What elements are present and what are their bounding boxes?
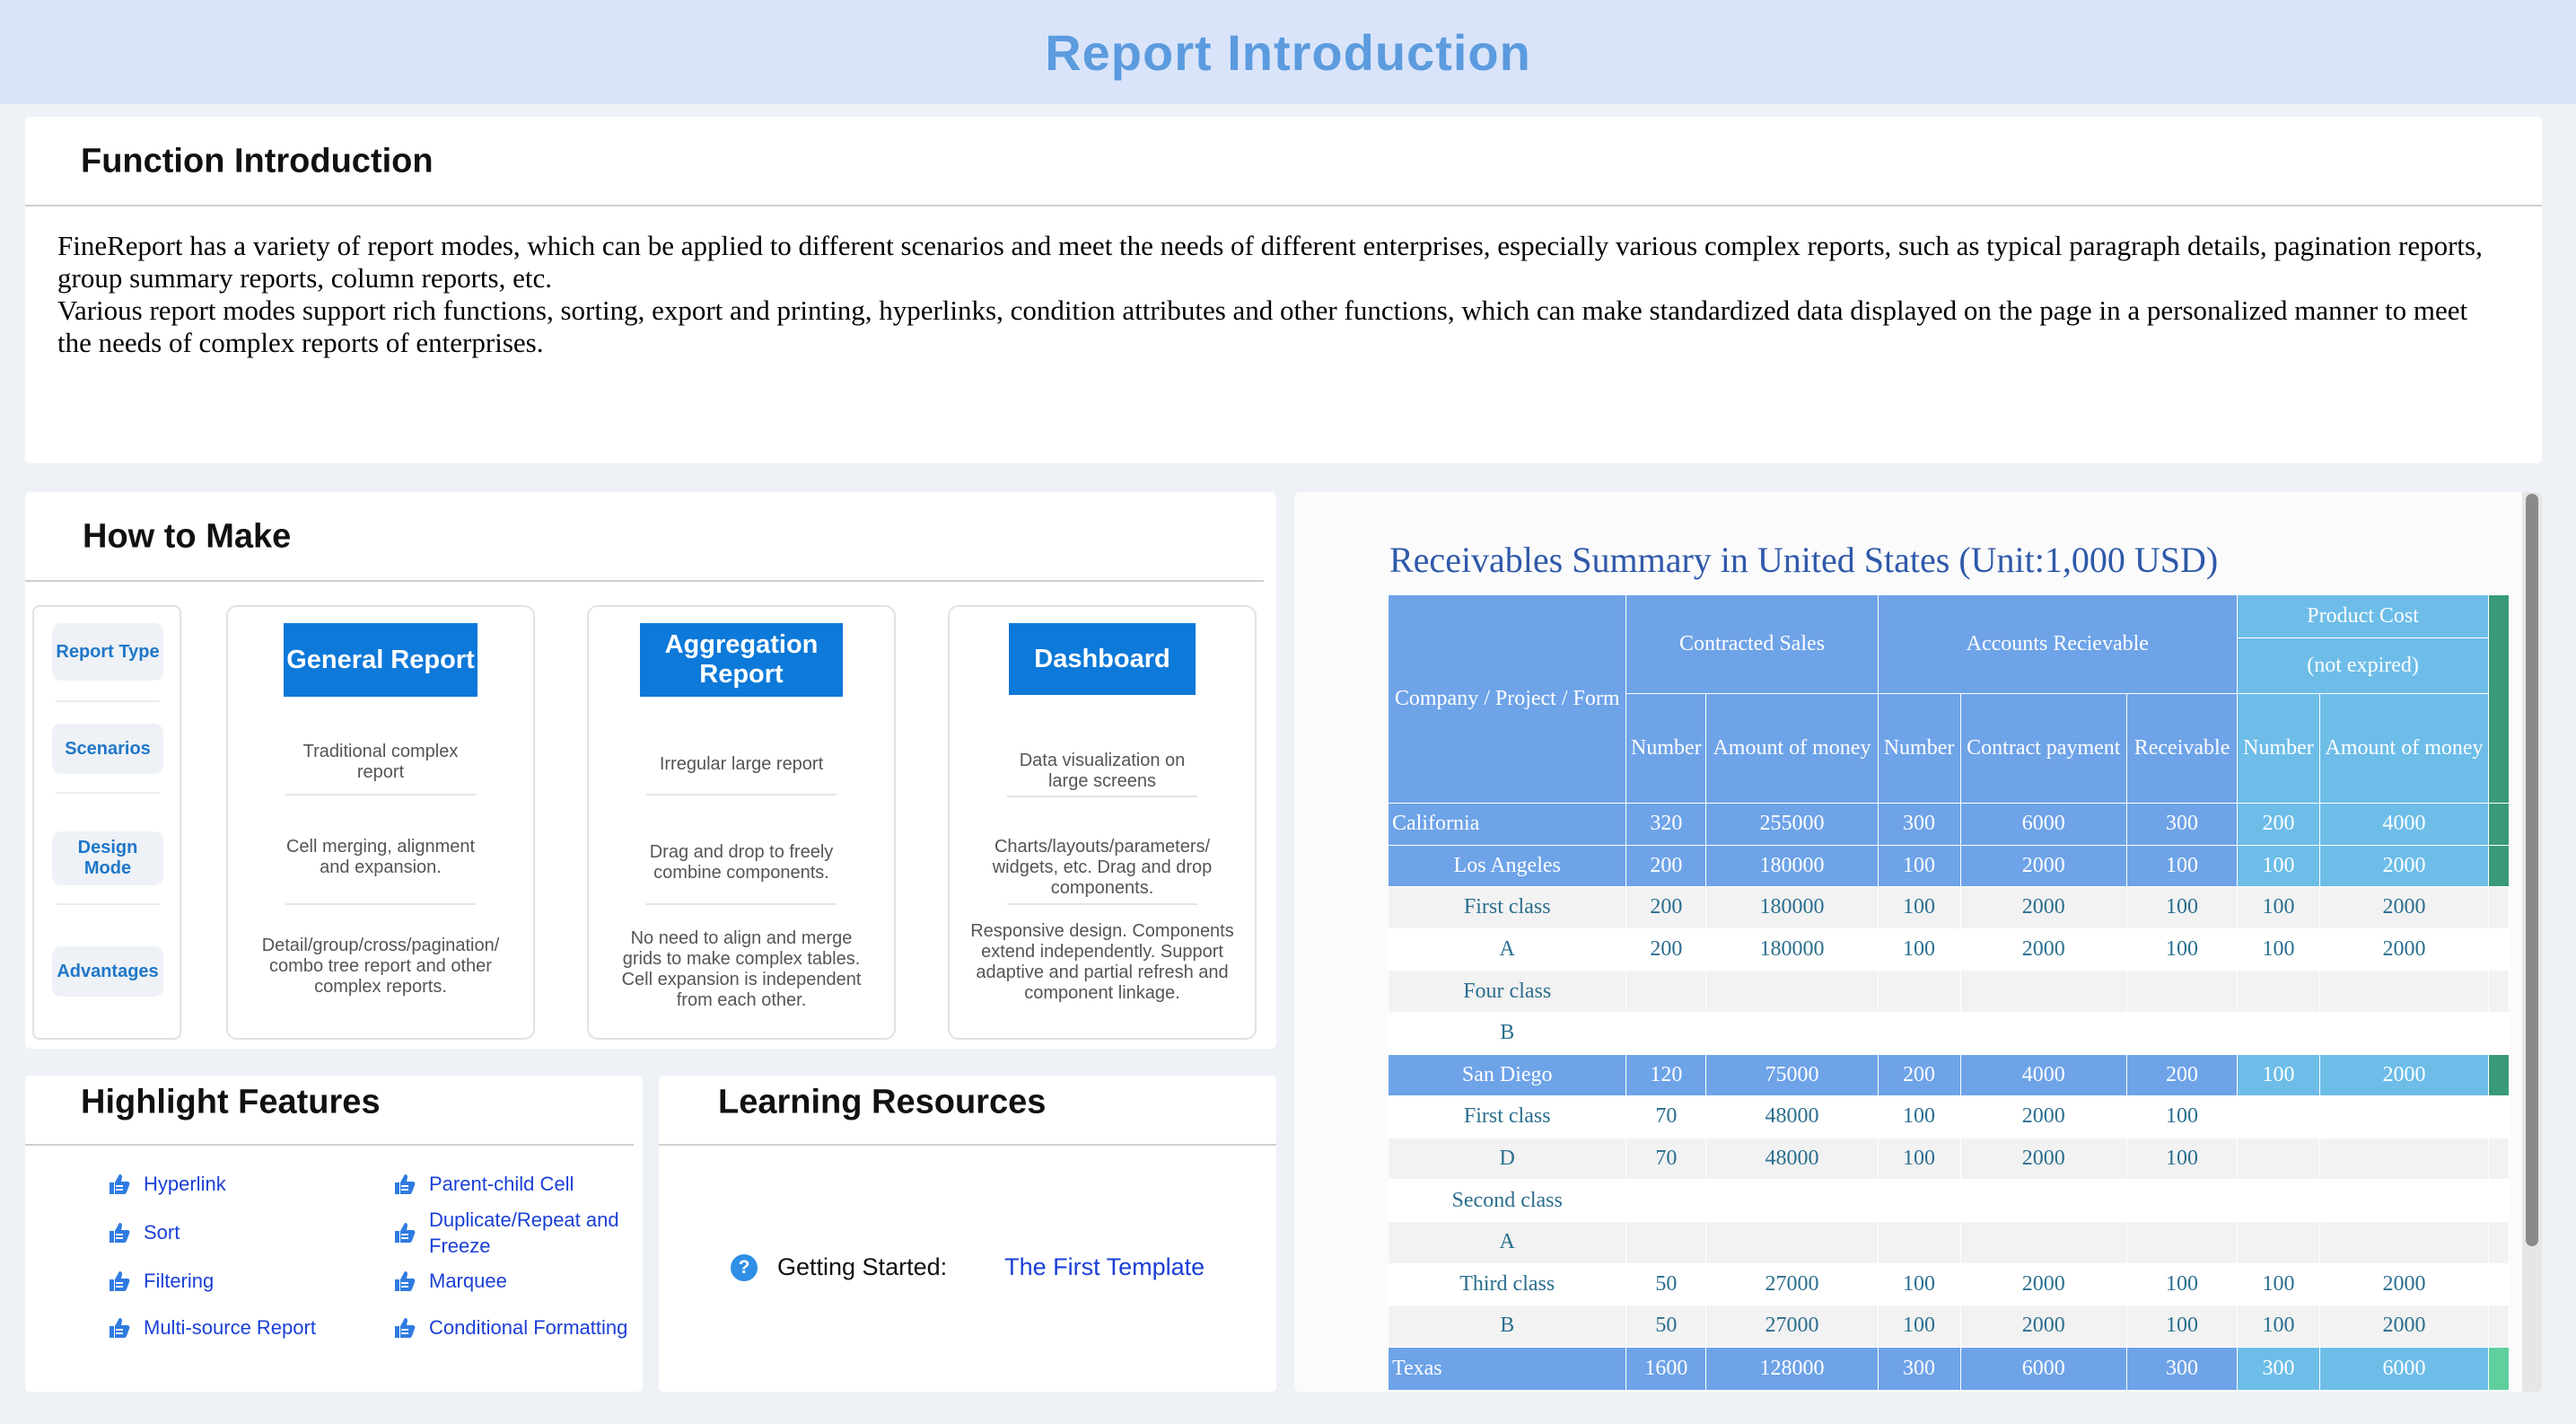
table-cell — [1706, 1180, 1878, 1222]
header-not-expired: (not expired) — [2238, 638, 2489, 694]
table-row — [1389, 1221, 2510, 1263]
header-amount: Amount of money — [1706, 694, 1878, 804]
table-row — [1389, 1180, 2510, 1222]
table-cell: 320 — [1626, 804, 1706, 846]
table-cell: 300 — [1878, 1347, 1960, 1390]
table-cell: 2000 — [2319, 1263, 2488, 1305]
table-cell — [2319, 1221, 2488, 1263]
divider — [56, 792, 160, 794]
table-cell: 100 — [1878, 845, 1960, 887]
table-cell — [2319, 1180, 2488, 1222]
receivables-table — [1388, 594, 2510, 1391]
header-company: Company / Project / Form — [1389, 595, 1626, 804]
row-label: B — [1389, 1012, 1626, 1054]
table-cell: 2000 — [2319, 887, 2488, 929]
header-contract-payment: Contract payment — [1960, 694, 2127, 804]
table-cell-cut — [2489, 887, 2510, 929]
function-introduction-title: Function Introduction — [81, 142, 434, 180]
table-cell: 100 — [2238, 1263, 2320, 1305]
table-cell: 200 — [2238, 804, 2320, 846]
divider — [285, 903, 476, 905]
thumbs-up-icon — [393, 1270, 416, 1293]
panel-title-bar — [25, 492, 1264, 582]
table-cell: 2000 — [1960, 887, 2127, 929]
table-cell: 300 — [2238, 1347, 2320, 1390]
feature-hyperlink-link[interactable] — [108, 1171, 226, 1197]
table-cell-cut — [2489, 1347, 2510, 1390]
feature-parent-child-cell-link[interactable] — [393, 1171, 574, 1197]
table-cell: 255000 — [1706, 804, 1878, 846]
table-cell: 4000 — [2319, 804, 2488, 846]
table-cell: 180000 — [1706, 845, 1878, 887]
table-cell-cut — [2489, 1221, 2510, 1263]
table-cell: 100 — [2127, 1305, 2238, 1348]
table-cell: 100 — [2238, 928, 2320, 971]
dashboard-button[interactable]: Dashboard — [1009, 623, 1196, 695]
table-cell: 100 — [1878, 887, 1960, 929]
header-receivable: Receivable — [2127, 694, 2238, 804]
row-label-scenarios: Scenarios — [52, 724, 163, 774]
feature-duplicate-repeat-freeze-link[interactable] — [393, 1207, 635, 1259]
table-cell — [1706, 971, 1878, 1013]
feature-multi-source-report-link[interactable] — [108, 1314, 316, 1340]
question-icon: ? — [731, 1254, 758, 1281]
feature-label: Multi-source Report — [144, 1316, 316, 1339]
table-cell: 200 — [2127, 1054, 2238, 1096]
divider — [56, 700, 160, 702]
table-cell: 2000 — [1960, 1138, 2127, 1180]
table-cell: 2000 — [2319, 845, 2488, 887]
feature-label: Hyperlink — [144, 1173, 226, 1195]
row-label: San Diego — [1389, 1054, 1626, 1096]
table-row — [1389, 1012, 2510, 1054]
intro-paragraph-1: FineReport has a variety of report modes, which can be applied to different scenarios and meet the needs of different enterprises, especially various complex reports, such as typical paragraph details, pagination reports, group summary reports, column reports, etc. — [57, 230, 2483, 294]
row-label-report-type: Report Type — [52, 623, 163, 681]
table-cell: 2000 — [2319, 928, 2488, 971]
table-cell: 100 — [2238, 1305, 2320, 1348]
card-scenario: Traditional complex report — [302, 742, 459, 782]
feature-label: Parent-child Cell — [429, 1173, 574, 1195]
table-cell — [1878, 1012, 1960, 1054]
row-label: D — [1389, 1138, 1626, 1180]
table-cell: 100 — [2127, 887, 2238, 929]
table-cell: 75000 — [1706, 1054, 1878, 1096]
table-cell-cut — [2489, 1305, 2510, 1348]
table-cell-cut — [2489, 1054, 2510, 1096]
table-cell-cut — [2489, 928, 2510, 971]
table-cell: 1600 — [1626, 1347, 1706, 1390]
card-advantages: Detail/group/cross/pagination/ combo tree report and other complex reports. — [261, 936, 500, 997]
feature-label: Marquee — [429, 1270, 507, 1292]
thumbs-up-icon — [393, 1221, 416, 1244]
divider — [646, 903, 837, 905]
feature-label: Filtering — [144, 1270, 215, 1292]
table-cell — [1960, 1180, 2127, 1222]
table-cell — [1706, 1221, 1878, 1263]
table-cell: 100 — [2127, 1263, 2238, 1305]
thumbs-up-icon — [108, 1173, 131, 1196]
header-number: Number — [1626, 694, 1706, 804]
table-row — [1389, 1347, 2510, 1390]
first-template-link[interactable]: The First Template — [1004, 1253, 1205, 1280]
table-cell — [2319, 1012, 2488, 1054]
learning-resources-title: Learning Resources — [718, 1083, 1047, 1121]
table-cell-cut — [2489, 1096, 2510, 1138]
table-cell: 6000 — [1960, 804, 2127, 846]
table-cell-cut — [2489, 971, 2510, 1013]
panel-title-bar — [25, 117, 2542, 207]
header-number: Number — [2238, 694, 2320, 804]
table-cell — [2127, 1180, 2238, 1222]
table-cell: 180000 — [1706, 887, 1878, 929]
learning-resources-panel — [659, 1076, 1276, 1392]
header-cut-column — [2489, 595, 2510, 804]
table-cell: 100 — [2238, 845, 2320, 887]
table-row — [1389, 1305, 2510, 1348]
table-cell: 100 — [2127, 845, 2238, 887]
table-cell: 48000 — [1706, 1096, 1878, 1138]
function-introduction-panel — [25, 117, 2542, 463]
row-label: California — [1389, 804, 1626, 846]
table-row — [1389, 971, 2510, 1013]
table-cell-cut — [2489, 1263, 2510, 1305]
table-cell — [1960, 1221, 2127, 1263]
divider — [285, 794, 476, 796]
table-cell: 100 — [1878, 1138, 1960, 1180]
feature-filtering-link[interactable] — [108, 1268, 214, 1294]
table-row — [1389, 887, 2510, 929]
row-label: Texas — [1389, 1347, 1626, 1390]
row-label: Third class — [1389, 1263, 1626, 1305]
feature-conditional-formatting-link[interactable] — [393, 1314, 627, 1340]
table-row — [1389, 1054, 2510, 1096]
divider — [56, 903, 160, 905]
row-label: A — [1389, 1221, 1626, 1263]
scrollbar-thumb[interactable] — [2526, 494, 2538, 1246]
table-cell: 100 — [2238, 1054, 2320, 1096]
card-design-mode: Charts/layouts/parameters/ widgets, etc. Drag and drop components. — [992, 837, 1213, 898]
table-cell: 4000 — [1960, 1054, 2127, 1096]
table-row — [1389, 928, 2510, 971]
table-cell: 6000 — [2319, 1347, 2488, 1390]
table-cell-cut — [2489, 804, 2510, 846]
card-advantages: No need to align and merge grids to make complex tables. Cell expansion is independent from each other. — [621, 928, 862, 1010]
table-cell — [2238, 1096, 2320, 1138]
table-cell: 300 — [2127, 804, 2238, 846]
header-number: Number — [1878, 694, 1960, 804]
table-cell — [1626, 971, 1706, 1013]
row-label: First class — [1389, 887, 1626, 929]
table-row — [1389, 845, 2510, 887]
card-design-mode: Drag and drop to freely combine components. — [649, 842, 834, 883]
feature-label: Conditional Formatting — [429, 1316, 628, 1339]
table-cell: 180000 — [1706, 928, 1878, 971]
table-cell: 200 — [1878, 1054, 1960, 1096]
feature-label: Duplicate/Repeat and Freeze — [429, 1209, 619, 1257]
thumbs-up-icon — [108, 1316, 131, 1340]
feature-marquee-link[interactable] — [393, 1268, 507, 1294]
thumbs-up-icon — [393, 1173, 416, 1196]
getting-started-label: Getting Started: — [777, 1253, 948, 1280]
table-cell — [2238, 1180, 2320, 1222]
card-design-mode: Cell merging, alignment and expansion. — [285, 837, 476, 877]
table-cell: 2000 — [1960, 1305, 2127, 1348]
table-row — [1389, 804, 2510, 846]
table-cell: 100 — [2127, 1096, 2238, 1138]
table-cell — [2238, 1138, 2320, 1180]
table-row — [1389, 1096, 2510, 1138]
table-cell: 100 — [1878, 1263, 1960, 1305]
feature-label: Sort — [144, 1221, 180, 1244]
table-cell — [2127, 971, 2238, 1013]
row-label: A — [1389, 928, 1626, 971]
table-cell — [2319, 1138, 2488, 1180]
table-cell: 2000 — [1960, 845, 2127, 887]
table-cell: 70 — [1626, 1138, 1706, 1180]
table-cell: 50 — [1626, 1263, 1706, 1305]
table-cell: 2000 — [1960, 928, 2127, 971]
thumbs-up-icon — [108, 1221, 131, 1244]
table-cell: 100 — [2127, 928, 2238, 971]
table-cell — [1626, 1012, 1706, 1054]
panel-title-bar — [25, 1076, 634, 1146]
table-cell — [1706, 1012, 1878, 1054]
page-title: Report Introduction — [1045, 23, 1531, 81]
table-cell: 50 — [1626, 1305, 1706, 1348]
table-cell: 200 — [1626, 845, 1706, 887]
panel-title-bar — [659, 1076, 1276, 1146]
card-scenario: Data visualization on large screens — [1019, 751, 1186, 791]
header-product-cost: Product Cost — [2238, 595, 2489, 638]
table-cell — [1878, 1221, 1960, 1263]
header-accounts-receivable: Accounts Recievable — [1878, 595, 2237, 694]
page-header — [0, 0, 2576, 104]
table-cell: 200 — [1626, 928, 1706, 971]
report-grid — [1388, 594, 2510, 1392]
intro-paragraph-2: Various report modes support rich functions, sorting, export and printing, hyperlinks, condition attributes and other functions, which can make standardized data displayed on the page in a personalized manner to meet the needs of complex reports of enterprises. — [57, 294, 2468, 358]
table-cell: 100 — [1878, 1305, 1960, 1348]
table-cell: 100 — [1878, 928, 1960, 971]
highlight-features-title: Highlight Features — [81, 1083, 381, 1121]
table-cell: 120 — [1626, 1054, 1706, 1096]
card-advantages: Responsive design. Components extend independently. Support adaptive and partial refresh and component linkage. — [970, 921, 1234, 1003]
table-cell: 2000 — [2319, 1054, 2488, 1096]
general-report-button[interactable]: General Report — [284, 623, 478, 697]
table-row — [1389, 1138, 2510, 1180]
table-cell: 2000 — [2319, 1305, 2488, 1348]
table-cell — [1878, 1180, 1960, 1222]
table-cell — [2127, 1012, 2238, 1054]
table-cell: 300 — [1878, 804, 1960, 846]
table-cell — [2238, 1012, 2320, 1054]
general-report-card — [226, 605, 535, 1040]
table-cell-cut — [2489, 1012, 2510, 1054]
table-cell — [1878, 971, 1960, 1013]
table-cell: 100 — [1878, 1096, 1960, 1138]
divider — [1007, 903, 1197, 905]
table-cell — [2319, 971, 2488, 1013]
table-cell: 27000 — [1706, 1305, 1878, 1348]
table-cell — [1626, 1180, 1706, 1222]
dashboard-card — [948, 605, 1257, 1040]
table-cell: 27000 — [1706, 1263, 1878, 1305]
table-cell: 100 — [2238, 887, 2320, 929]
getting-started-row — [731, 1253, 1205, 1281]
highlight-features-panel — [25, 1076, 643, 1392]
row-label: Second class — [1389, 1180, 1626, 1222]
table-cell: 2000 — [1960, 1263, 2127, 1305]
divider — [1007, 796, 1197, 797]
row-label: Los Angeles — [1389, 845, 1626, 887]
table-cell: 300 — [2127, 1347, 2238, 1390]
card-scenario: Irregular large report — [659, 754, 824, 774]
table-cell: 70 — [1626, 1096, 1706, 1138]
table-cell — [1626, 1221, 1706, 1263]
table-cell — [2319, 1096, 2488, 1138]
row-label: First class — [1389, 1096, 1626, 1138]
thumbs-up-icon — [393, 1316, 416, 1340]
table-cell: 100 — [2127, 1138, 2238, 1180]
feature-sort-link[interactable] — [108, 1219, 180, 1245]
header-contracted-sales: Contracted Sales — [1626, 595, 1878, 694]
row-label-column — [32, 605, 181, 1040]
report-preview-panel — [1294, 492, 2542, 1392]
how-to-make-panel — [25, 492, 1276, 1049]
table-row — [1389, 1263, 2510, 1305]
table-cell — [1960, 1012, 2127, 1054]
row-label-advantages: Advantages — [52, 946, 163, 997]
table-cell — [2127, 1221, 2238, 1263]
header-amount: Amount of money — [2319, 694, 2488, 804]
table-cell: 6000 — [1960, 1347, 2127, 1390]
table-cell: 2000 — [1960, 1096, 2127, 1138]
report-title: Receivables Summary in United States (Unit:1,000 USD) — [1389, 540, 2219, 580]
table-cell — [1960, 971, 2127, 1013]
table-cell-cut — [2489, 845, 2510, 887]
row-label: Four class — [1389, 971, 1626, 1013]
aggregation-report-button[interactable]: Aggregation Report — [640, 623, 843, 697]
how-to-make-title: How to Make — [83, 517, 292, 556]
table-cell: 48000 — [1706, 1138, 1878, 1180]
table-cell — [2238, 1221, 2320, 1263]
row-label: B — [1389, 1305, 1626, 1348]
aggregation-report-card — [587, 605, 896, 1040]
table-cell-cut — [2489, 1138, 2510, 1180]
table-cell: 128000 — [1706, 1347, 1878, 1390]
table-cell — [2238, 971, 2320, 1013]
divider — [646, 794, 837, 796]
function-introduction-text — [57, 230, 2488, 359]
table-cell-cut — [2489, 1180, 2510, 1222]
table-cell: 200 — [1626, 887, 1706, 929]
thumbs-up-icon — [108, 1270, 131, 1293]
row-label-design-mode: Design Mode — [52, 831, 163, 885]
